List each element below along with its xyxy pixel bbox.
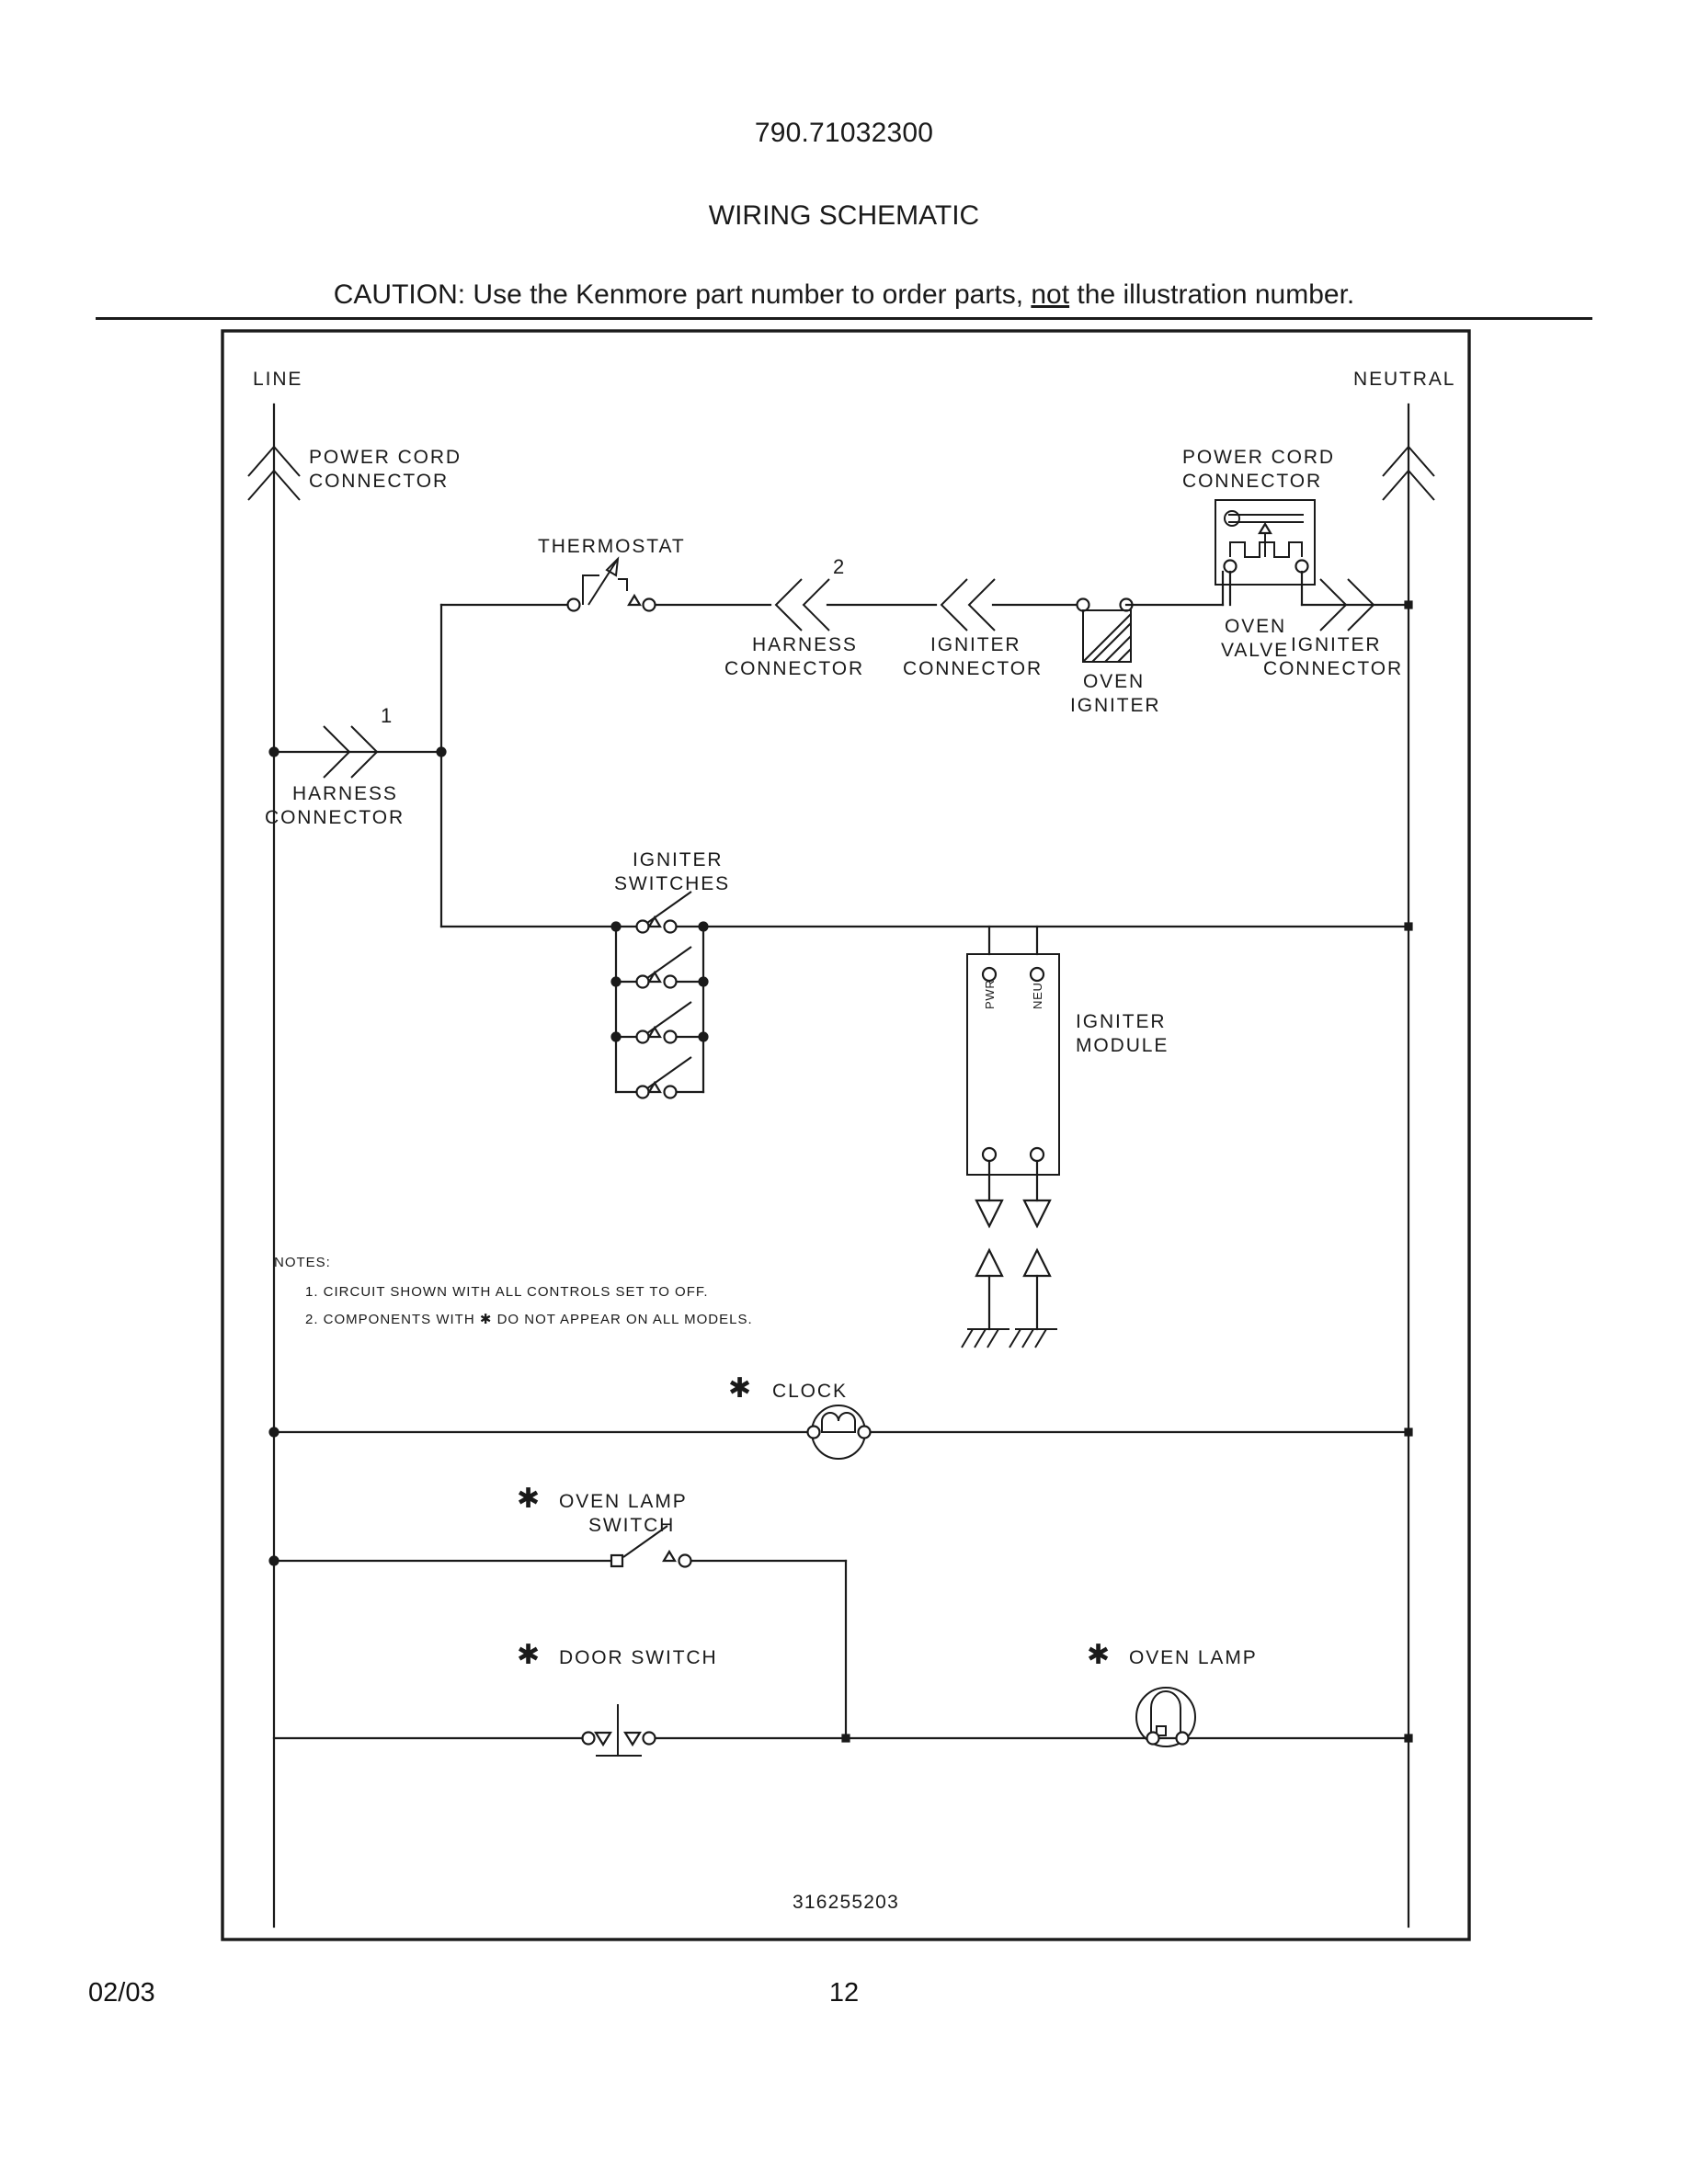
harness-connector-1-number: 1 — [381, 704, 393, 727]
door-switch-asterisk: ✱ — [517, 1640, 541, 1670]
power-cord-connector-right-label-line1: POWER CORD — [1182, 447, 1335, 468]
igniter-switch-1[interactable] — [611, 892, 708, 933]
igniter-module-output-left — [962, 1161, 1009, 1348]
junction-neutral-row-c — [1405, 923, 1412, 930]
harness-connector-1-label-line1: HARNESS — [292, 783, 398, 804]
harness-connector-2-label-line2: CONNECTOR — [724, 658, 865, 679]
oven-igniter-symbol — [1083, 610, 1131, 662]
oven-igniter-label-line2: IGNITER — [1070, 695, 1161, 716]
neutral-rail-label: NEUTRAL — [1353, 369, 1456, 390]
oven-lamp-asterisk: ✱ — [1087, 1640, 1111, 1670]
caution-statement — [0, 279, 1688, 311]
wiring-schematic-diagram — [221, 329, 1471, 1941]
notes-item-1: 1. CIRCUIT SHOWN WITH ALL CONTROLS SET TO OFF. — [305, 1284, 709, 1300]
igniter-module-label-line1: IGNITER — [1076, 1011, 1167, 1032]
caution-prefix: CAUTION: Use the Kenmore part number to order parts, — [333, 279, 1032, 310]
junction-line-lamp-switch — [269, 1556, 279, 1565]
wire-valve-left-leg — [1223, 572, 1230, 605]
oven-lamp-switch-label-line1: OVEN LAMP — [559, 1491, 688, 1512]
thermostat-label: THERMOSTAT — [538, 536, 686, 557]
junction-line-clock — [269, 1428, 279, 1437]
power-cord-connector-left-label-line2: CONNECTOR — [309, 471, 450, 492]
harness-connector-1-label-line2: CONNECTOR — [265, 807, 405, 828]
igniter-switches-label-line2: SWITCHES — [614, 873, 731, 894]
clock-asterisk: ✱ — [728, 1373, 752, 1404]
igniter-connector-right-label-line2: CONNECTOR — [1263, 658, 1404, 679]
clock-label: CLOCK — [772, 1381, 848, 1402]
power-cord-connector-left-label-line1: POWER CORD — [309, 447, 462, 468]
junction-lamp-branch — [842, 1735, 850, 1742]
harness-connector-2-icon — [776, 579, 829, 631]
junction-neutral-clock — [1405, 1428, 1412, 1436]
igniter-connector-left-label-line1: IGNITER — [930, 634, 1021, 655]
oven-igniter-label-line1: OVEN — [1083, 671, 1146, 692]
igniter-switch-3[interactable] — [611, 1002, 708, 1043]
igniter-connector-left-icon — [941, 579, 995, 631]
footer-date: 02/03 — [88, 1978, 155, 2008]
oven-igniter-terminal-left — [1078, 599, 1089, 611]
oven-lamp-switch-label-line2: SWITCH — [588, 1515, 676, 1536]
model-number: 790.71032300 — [754, 118, 934, 148]
igniter-module-label-line2: MODULE — [1076, 1035, 1169, 1056]
door-switch-symbol[interactable] — [583, 1704, 656, 1756]
document-title: WIRING SCHEMATIC — [708, 200, 980, 231]
clock-symbol — [808, 1405, 871, 1459]
door-switch-label: DOOR SWITCH — [559, 1647, 718, 1668]
caution-emphasis: not — [1031, 279, 1070, 310]
power-cord-connector-right-label-line2: CONNECTOR — [1182, 471, 1323, 492]
junction-neutral-bottom — [1405, 1735, 1412, 1742]
igniter-connector-right-label-line1: IGNITER — [1291, 634, 1382, 655]
footer-page-number: 12 — [828, 1978, 860, 2008]
junction-line-harness1 — [269, 747, 279, 756]
oven-valve-label-line1: OVEN — [1225, 616, 1287, 637]
oven-valve-label-line2: VALVE — [1221, 640, 1290, 661]
header-divider-rule — [96, 317, 1592, 320]
igniter-switch-4[interactable] — [616, 1057, 703, 1098]
igniter-connector-left-label-line2: CONNECTOR — [903, 658, 1044, 679]
igniter-switch-2[interactable] — [611, 947, 708, 988]
caution-suffix: the illustration number. — [1069, 279, 1355, 310]
igniter-module-output-right — [1009, 1161, 1057, 1348]
oven-lamp-switch-asterisk: ✱ — [517, 1484, 541, 1514]
line-rail-label: LINE — [253, 369, 303, 390]
harness-connector-2-number: 2 — [833, 555, 845, 578]
oven-lamp-label: OVEN LAMP — [1129, 1647, 1258, 1668]
notes-item-2: 2. COMPONENTS WITH ✱ DO NOT APPEAR ON ALL MODELS. — [305, 1312, 753, 1327]
junction-bus-harness1 — [437, 747, 446, 756]
thermostat-symbol — [568, 559, 656, 611]
schematic-part-number: 316255203 — [793, 1892, 899, 1913]
junction-neutral-row-a — [1405, 601, 1412, 609]
igniter-switches-label-line1: IGNITER — [633, 849, 724, 870]
harness-connector-2-label-line1: HARNESS — [752, 634, 858, 655]
igniter-module-terminal-pwr-label: PWR — [983, 979, 997, 1009]
igniter-module-terminal-neu-label: NEU — [1031, 982, 1044, 1009]
igniter-module-symbol — [967, 954, 1059, 1175]
notes-heading: NOTES: — [274, 1255, 331, 1270]
